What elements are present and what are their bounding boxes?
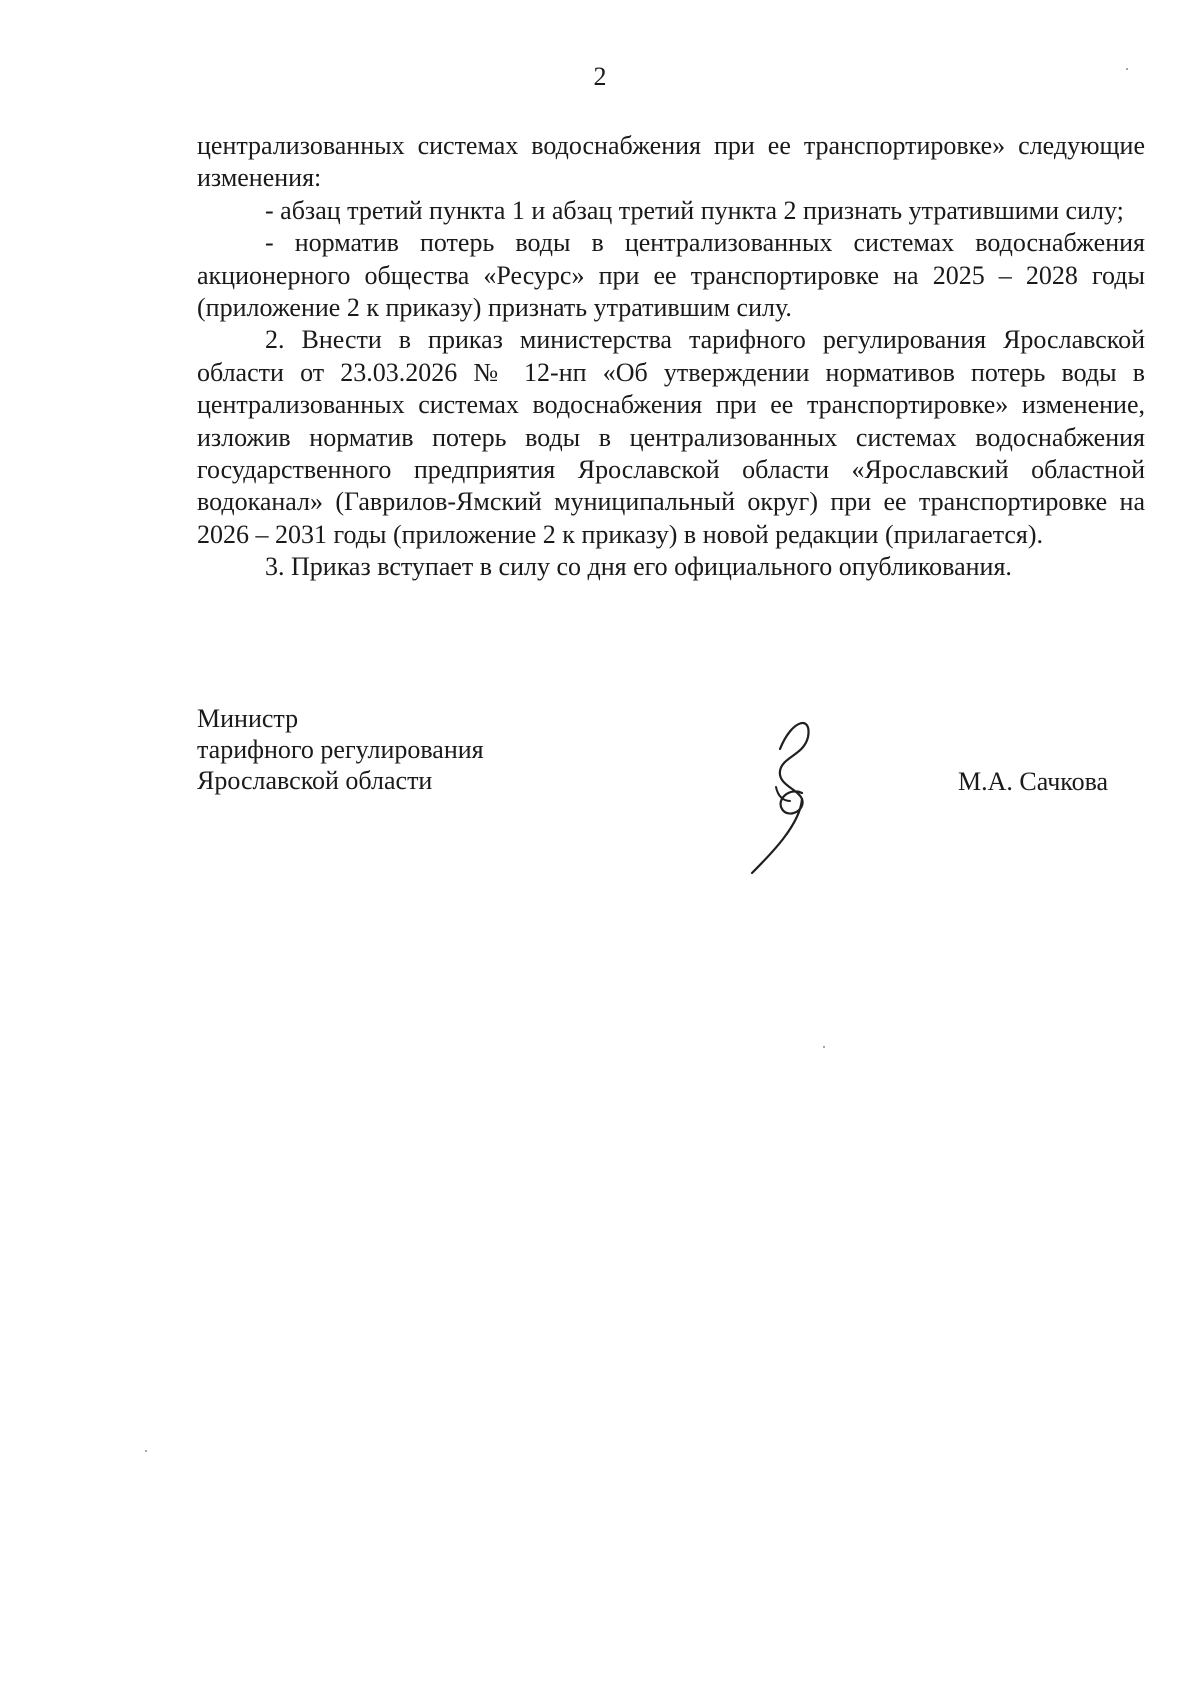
signatory-position (197, 703, 484, 796)
handwritten-signature (740, 715, 840, 875)
scan-speck (1126, 68, 1128, 70)
position-line-2: тарифного регулирования (197, 735, 484, 764)
paragraph-item-2: - норматив потерь воды в централизованных системах водоснабжения акционерного общества «Ресурс» при ее транспортировке на 2025 – 2028 годы (приложение 2 к приказу) признать утратившим силу. (197, 228, 1145, 323)
position-line-1: Министр (197, 704, 299, 733)
paragraph-point-3: 3. Приказ вступает в силу со дня его официального опубликования. (265, 552, 1012, 582)
scan-speck (823, 1046, 825, 1048)
page-number: 2 (593, 62, 607, 91)
paragraph-item-1: - абзац третий пункта 1 и абзац третий пункта 2 признать утратившими силу; (265, 195, 1124, 225)
paragraph-point-2: 2. Внести в приказ министерства тарифного регулирования Ярославской области от 23.03.2026 № 12-нп «Об утверждении нормативов потерь воды в централизованных системах водоснабжения при ее транспортировке» изменение, изложив норматив потерь воды в централизованных системах водоснабжения государственного предприятия Ярославской области «Ярославский областной водоканал» (Гаврилов-Ямский муниципальный округ) при ее транспортировке на 2026 – 2031 годы (приложение 2 к приказу) в новой редакции (прилагается). (197, 325, 1145, 549)
scan-speck (145, 1450, 147, 1452)
position-line-3: Ярославской области (197, 766, 433, 795)
document-body (197, 130, 1145, 584)
signer-name: М.А. Сачкова (958, 767, 1109, 796)
paragraph-continuation: централизованных системах водоснабжения при ее транспортировке» следующие изменения: (197, 131, 1145, 193)
